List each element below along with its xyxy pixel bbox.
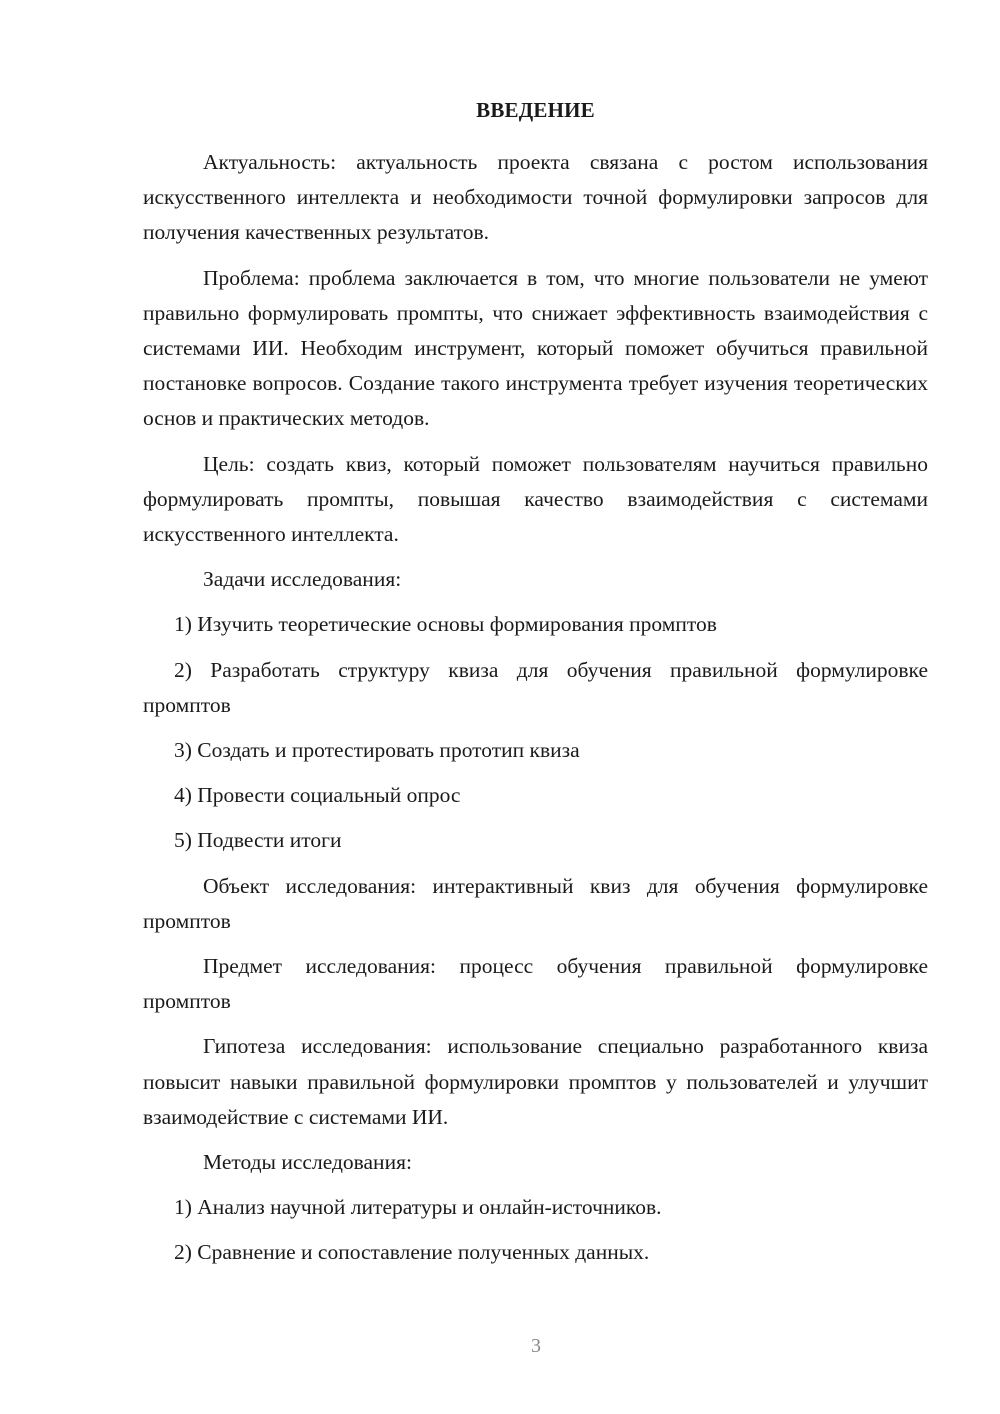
- task-item-1: 1) Изучить теоретические основы формирования промптов: [174, 612, 717, 637]
- paragraph-goal: Цель: создать квиз, который поможет пользователям научиться правильно формулировать промпты, повышая качество взаимодействия с системами искусственного интеллекта.: [143, 451, 928, 547]
- paragraph-hypothesis: Гипотеза исследования: использование специально разработанного квиза повысит навыки правильной формулировки промптов у пользователей и улучшит взаимодействие с системами ИИ.: [143, 1034, 928, 1129]
- task-item-5: 5) Подвести итоги: [174, 828, 342, 853]
- section-title: ВВЕДЕНИЕ: [476, 98, 595, 122]
- paragraph-problem: Проблема: проблема заключается в том, что многие пользователи не умеют правильно формулировать промпты, что снижает эффективность взаимодействия с системами ИИ. Необходим инструмент, который поможет обучиться правильной постановке вопросов. Создание такого инструмента требует изучения теоретических основ и практических методов.: [143, 265, 928, 431]
- page-body: [143, 95, 928, 1281]
- task-item-3: 3) Создать и протестировать прототип квиза: [174, 738, 580, 763]
- methods-heading: Методы исследования:: [203, 1150, 412, 1175]
- method-item-1: 1) Анализ научной литературы и онлайн-источников.: [174, 1195, 662, 1220]
- paragraph-object: Объект исследования: интерактивный квиз для обучения формулировке промптов: [143, 873, 928, 933]
- paragraph-relevance: Актуальность: актуальность проекта связана с ростом использования искусственного интеллекта и необходимости точной формулировки запросов для получения качественных результатов.: [143, 150, 928, 245]
- tasks-heading: Задачи исследования:: [203, 567, 402, 592]
- page-number: 3: [531, 1335, 541, 1357]
- task-item-4: 4) Провести социальный опрос: [174, 783, 461, 808]
- paragraph-subject: Предмет исследования: процесс обучения правильной формулировке промптов: [143, 954, 928, 1014]
- method-item-2: 2) Сравнение и сопоставление полученных данных.: [174, 1240, 650, 1265]
- task-item-2: 2) Разработать структуру квиза для обучения правильной формулировке промптов: [143, 657, 928, 717]
